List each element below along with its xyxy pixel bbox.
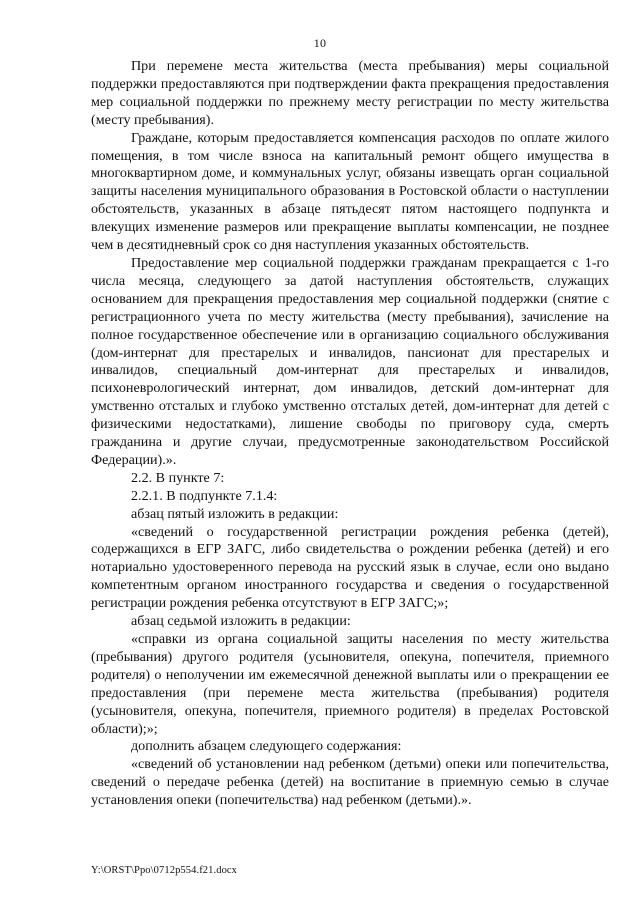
paragraph-termination: Предоставление мер социальной поддержки гражданам прекращается с 1-го числа месяца, следующего за датой наступления обстоятельств, служащих основанием для прекращения предоставления мер социальной поддержки (снятие с регистрационного учета по месту жительства (месту пребывания), зачисление на полное государственное обеспечение или в организацию социального обслуживания (дом-интернат для престарелых и инвалидов, пансионат для престарелых и инвалидов, специальный дом-интернат для престарелых и инвалидов, психоневрологический интернат, дом инвалидов, детский дом-интернат для умственно отсталых и глубоко умственно отсталых детей, дом-интернат для детей с физическими недостатками), лишение свободы по приговору суда, смерть гражданина и другие случаи, предусмотренные законодательством Российской Федерации).». [91, 254, 609, 468]
paragraph-seventh-clause: абзац седьмой изложить в редакции: [131, 613, 351, 630]
document-body [91, 58, 609, 810]
paragraph-residence-change: При перемене места жительства (места пребывания) меры социальной поддержки предоставляются при подтверждении факта прекращения предоставления мер социальной поддержки по прежнему месту регистрации по месту жительства (месту пребывания). [91, 58, 609, 128]
footer-file-path: Y:\ORST\Ppo\0712p554.f21.docx [91, 865, 238, 876]
paragraph-birth-registration: «сведений о государственной регистрации рождения ребенка (детей), содержащихся в ЕГР ЗАГС, либо свидетельства о рождении ребенка (детей) и его нотариально удостоверенного перевода на русский язык в случае, если оно выдано компетентным органом иностранного государства и сведения о государственной регистрации рождения ребенка отсутствуют в ЕГР ЗАГС;»; [91, 523, 609, 612]
page-number: 10 [313, 36, 327, 50]
paragraph-social-protection-certificate: «справки из органа социальной защиты населения по месту жительства (пребывания) другого родителя (усыновителя, опекуна, попечителя, приемного родителя) о неполучении им ежемесячной денежной выплаты или о прекращении ее предоставления (при перемене места жительства (пребывания) родителя (усыновителя, опекуна, попечителя, приемного родителя) в пределах Ростовской области);»; [91, 631, 609, 737]
paragraph-item-2-2: 2.2. В пункте 7: [131, 469, 225, 486]
paragraph-compensation-notice: Граждане, которым предоставляется компенсация расходов по оплате жилого помещения, в том числе взноса на капитальный ремонт общего имущества в многоквартирном доме, и коммунальных услуг, обязаны извещать орган социальной защиты населения муниципального образования в Ростовской области о наступлении обстоятельств, указанных в абзаце пятьдесят пятом настоящего подпункта и влекущих изменение размеров или прекращение выплаты компенсации, не позднее чем в десятидневный срок со дня наступления указанных обстоятельств. [91, 129, 609, 254]
paragraph-guardianship: «сведений об установлении над ребенком (детьми) опеки или попечительства, сведений о передаче ребенка (детей) на воспитание в приемную семью в случае установления опеки (попечительства) над ребенком (детьми).». [91, 756, 609, 809]
paragraph-item-2-2-1: 2.2.1. В подпункте 7.1.4: [131, 487, 278, 504]
paragraph-fifth-clause: абзац пятый изложить в редакции: [131, 505, 339, 522]
paragraph-supplement: дополнить абзацем следующего содержания: [131, 738, 402, 755]
